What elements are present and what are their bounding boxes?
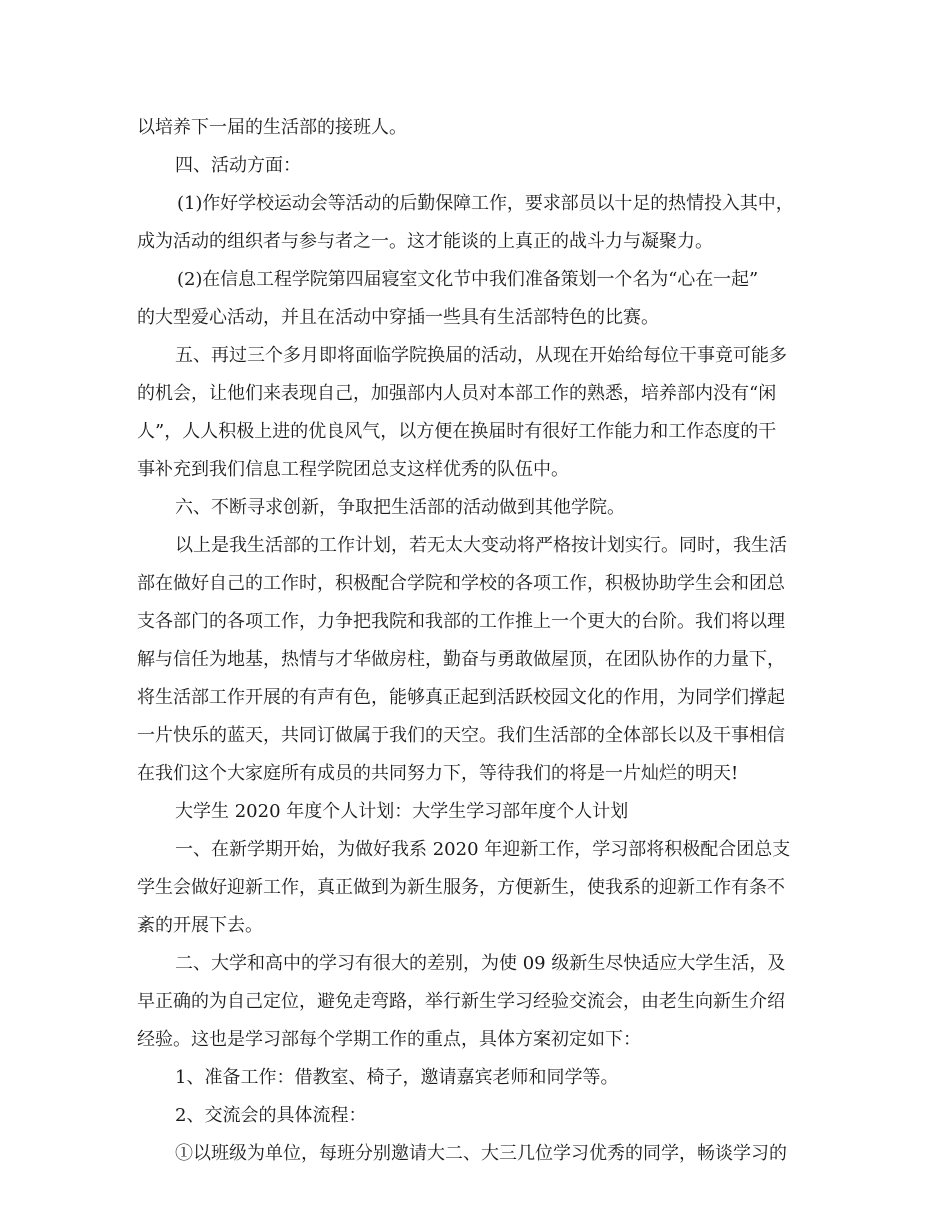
text-line: 一、在新学期开始，为做好我系 2020 年迎新工作，学习部将积极配合团总支 — [175, 839, 791, 860]
document-subtitle: 大学生 2020 年度个人计划：大学生学习部年度个人计划 — [175, 801, 629, 822]
text-line: 以培养下一届的生活部的接班人。 — [137, 117, 407, 138]
text-line: 2、交流会的具体流程： — [175, 1105, 367, 1126]
text-line: 1、准备工作：借教室、椅子，邀请嘉宾老师和同学等。 — [175, 1067, 619, 1088]
text-line: 解与信任为地基，热情与才华做房柱，勤奋与勇敢做屋顶，在团队协作的力量下， — [137, 649, 785, 670]
text-line: 在我们这个大家庭所有成员的共同努力下，等待我们的将是一片灿烂的明天! — [137, 763, 739, 784]
text-line: 学生会做好迎新工作，真正做到为新生服务，方便新生，使我系的迎新工作有条不 — [137, 877, 785, 898]
text-line: 五、再过三个多月即将面临学院换届的活动，从现在开始给每位干事竟可能多 — [175, 345, 787, 366]
text-line: 的机会，让他们来表现自己，加强部内人员对本部工作的熟悉，培养部内没有“闲 — [137, 383, 777, 404]
section-heading: 六、不断寻求创新，争取把生活部的活动做到其他学院。 — [175, 497, 625, 518]
text-line: 二、大学和高中的学习有很大的差别，为使 09 级新生尽快适应大学生活，及 — [175, 953, 786, 974]
text-line: 部在做好自己的工作时，积极配合学院和学校的各项工作，积极协助学生会和团总 — [137, 573, 785, 594]
text-line: 早正确的为自己定位，避免走弯路，举行新生学习经验交流会，由老生向新生介绍 — [137, 991, 785, 1012]
text-line: 经验。这也是学习部每个学期工作的重点，具体方案初定如下： — [137, 1029, 641, 1050]
text-line: (2)在信息工程学院第四届寝室文化节中我们准备策划一个名为“心在一起” — [177, 269, 759, 290]
text-line: 的大型爱心活动，并且在活动中穿插一些具有生活部特色的比赛。 — [137, 307, 659, 328]
text-line: ①以班级为单位，每班分别邀请大二、大三几位学习优秀的同学，畅谈学习的 — [175, 1143, 787, 1164]
text-line: 以上是我生活部的工作计划，若无太大变动将严格按计划实行。同时，我生活 — [175, 535, 787, 556]
section-heading: 四、活动方面： — [175, 155, 301, 176]
text-line: 将生活部工作开展的有声有色，能够真正起到活跃校园文化的作用，为同学们撑起 — [137, 687, 785, 708]
text-line: 支各部门的各项工作，力争把我院和我部的工作推上一个更大的台阶。我们将以理 — [137, 611, 785, 632]
text-line: 成为活动的组织者与参与者之一。这才能谈的上真正的战斗力与凝聚力。 — [137, 231, 713, 252]
text-line: 人”，人人积极上进的优良风气，以方便在换届时有很好工作能力和工作态度的干 — [137, 421, 777, 442]
text-line: 紊的开展下去。 — [137, 915, 263, 936]
text-line: 一片快乐的蓝天，共同订做属于我们的天空。我们生活部的全体部长以及干事相信 — [137, 725, 785, 746]
text-line: (1)作好学校运动会等活动的后勤保障工作，要求部员以十足的热情投入其中， — [177, 193, 794, 214]
text-line: 事补充到我们信息工程学院团总支这样优秀的队伍中。 — [137, 459, 569, 480]
